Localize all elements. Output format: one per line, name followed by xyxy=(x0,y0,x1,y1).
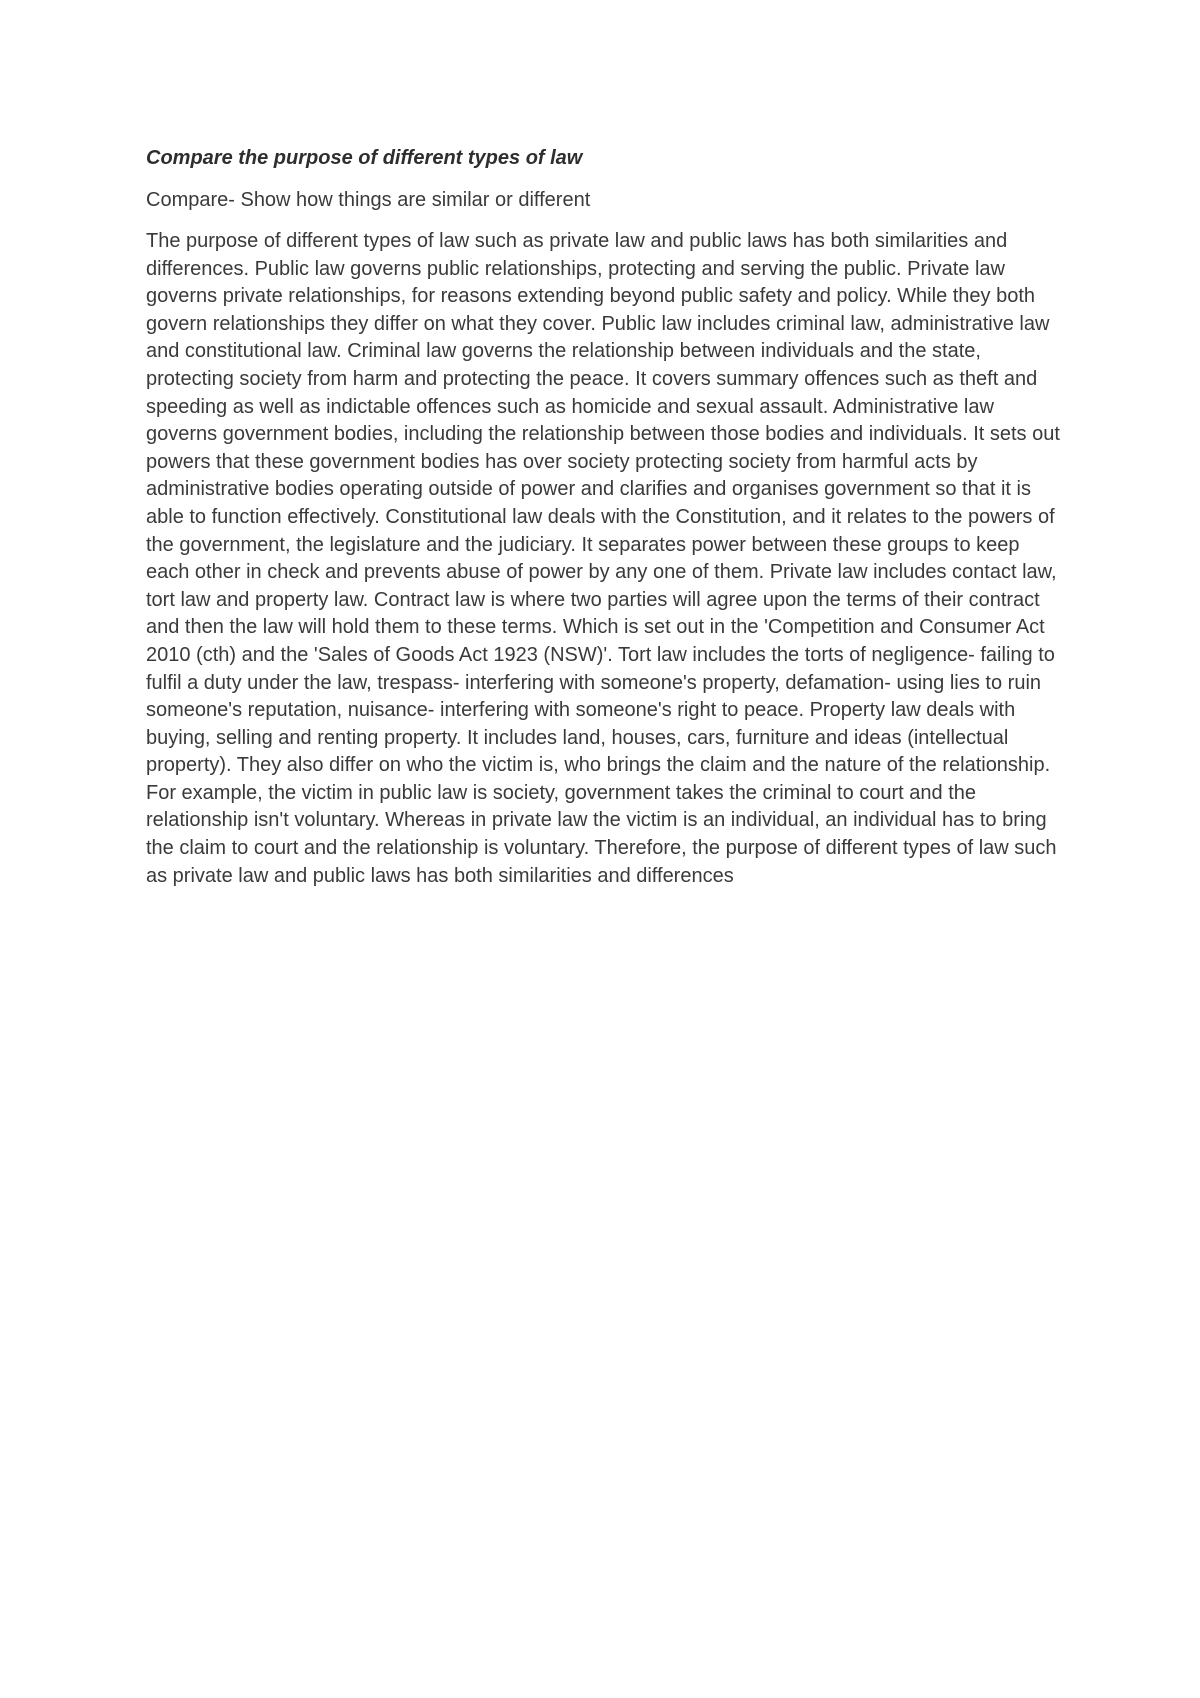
document-content xyxy=(146,144,1068,890)
document-subtitle: Compare- Show how things are similar or different xyxy=(146,189,591,211)
document-title: Compare the purpose of different types of law xyxy=(146,147,583,169)
document-body: The purpose of different types of law such as private law and public laws has both similarities and differences. Public law governs public relationships, protecting and serving the public. Private law governs private relationships, for reasons extending beyond public safety and policy. While they both govern relationships they differ on what they cover. Public law includes criminal law, administrative law and constitutional law. Criminal law governs the relationship between individuals and the state, protecting society from harm and protecting the peace. It covers summary offences such as theft and speeding as well as indictable offences such as homicide and sexual assault. Administrative law governs government bodies, including the relationship between those bodies and individuals. It sets out powers that these government bodies has over society protecting society from harmful acts by administrative bodies operating outside of power and clarifies and organises government so that it is able to function effectively. Constitutional law deals with the Constitution, and it relates to the powers of the government, the legislature and the judiciary. It separates power between these groups to keep each other in check and prevents abuse of power by any one of them. Private law includes contact law, tort law and property law. Contract law is where two parties will agree upon the terms of their contract and then the law will hold them to these terms. Which is set out in the 'Competition and Consumer Act 2010 (cth) and the 'Sales of Goods Act 1923 (NSW)'. Tort law includes the torts of negligence- failing to fulfil a duty under the law, trespass- interfering with someone's property, defamation- using lies to ruin someone's reputation, nuisance- interfering with someone's right to peace. Property law deals with buying, selling and renting property. It includes land, houses, cars, furniture and ideas (intellectual property). They also differ on who the victim is, who brings the claim and the nature of the relationship. For example, the victim in public law is society, government takes the criminal to court and the relationship isn't voluntary. Whereas in private law the victim is an individual, an individual has to bring the claim to court and the relationship is voluntary. Therefore, the purpose of different types of law such as private law and public laws has both similarities and differences xyxy=(146,230,1060,887)
